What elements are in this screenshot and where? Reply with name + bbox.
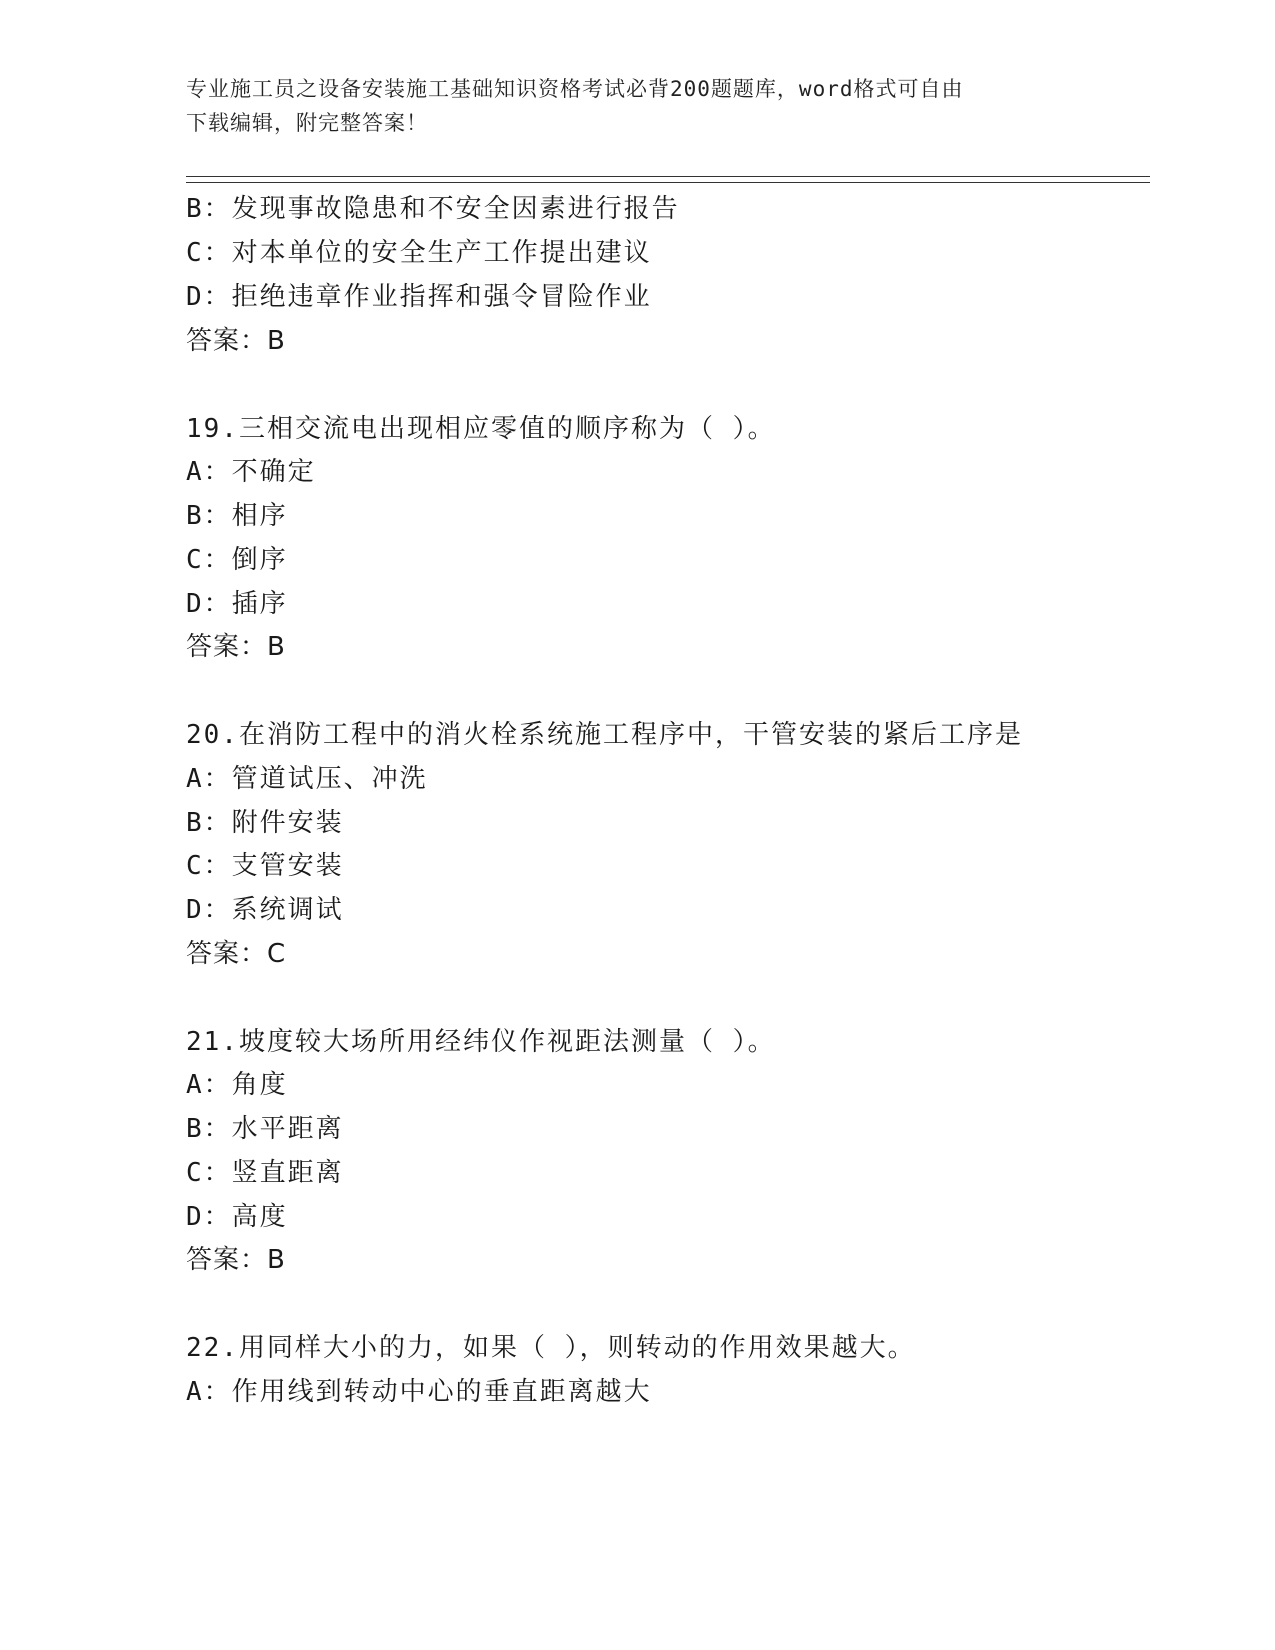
q18-option-c: C：对本单位的安全生产工作提出建议 xyxy=(186,238,652,268)
q20-option-c: C：支管安装 xyxy=(186,851,344,881)
q20-option-a: A：管道试压、冲洗 xyxy=(186,764,428,794)
q21-option-d: D：高度 xyxy=(186,1202,288,1232)
q20-answer: 答案：C xyxy=(186,939,287,969)
q19-option-d: D：插序 xyxy=(186,589,288,619)
q18-option-d: D：拒绝违章作业指挥和强令冒险作业 xyxy=(186,282,652,312)
q21-stem: 21.坡度较大场所用经纬仪作视距法测量（ ）。 xyxy=(186,1027,776,1057)
document-header xyxy=(186,72,1086,140)
header-line-1: 专业施工员之设备安装施工基础知识资格考试必背200题题库，word格式可自由 xyxy=(186,77,964,101)
q19-stem: 19.三相交流电出现相应零值的顺序称为（ ）。 xyxy=(186,414,776,444)
q21-answer: 答案：B xyxy=(186,1245,286,1275)
q20-stem: 20.在消防工程中的消火栓系统施工程序中，干管安装的紧后工序是 xyxy=(186,720,1023,750)
q22-option-a: A：作用线到转动中心的垂直距离越大 xyxy=(186,1377,652,1407)
q20-option-b: B：附件安装 xyxy=(186,808,344,838)
header-divider-bottom xyxy=(186,182,1150,183)
q22-stem: 22.用同样大小的力，如果（ ），则转动的作用效果越大。 xyxy=(186,1333,916,1363)
q19-answer: 答案：B xyxy=(186,632,286,662)
q21-option-a: A：角度 xyxy=(186,1070,288,1100)
q19-option-a: A：不确定 xyxy=(186,457,316,487)
q21-option-c: C：竖直距离 xyxy=(186,1158,344,1188)
q21-option-b: B：水平距离 xyxy=(186,1114,344,1144)
q18-option-b: B：发现事故隐患和不安全因素进行报告 xyxy=(186,194,680,224)
header-line-2: 下载编辑，附完整答案！ xyxy=(186,111,428,135)
q18-answer: 答案：B xyxy=(186,326,286,356)
q20-option-d: D：系统调试 xyxy=(186,895,344,925)
q19-option-c: C：倒序 xyxy=(186,545,288,575)
header-divider-top xyxy=(186,176,1150,177)
q19-option-b: B：相序 xyxy=(186,501,288,531)
